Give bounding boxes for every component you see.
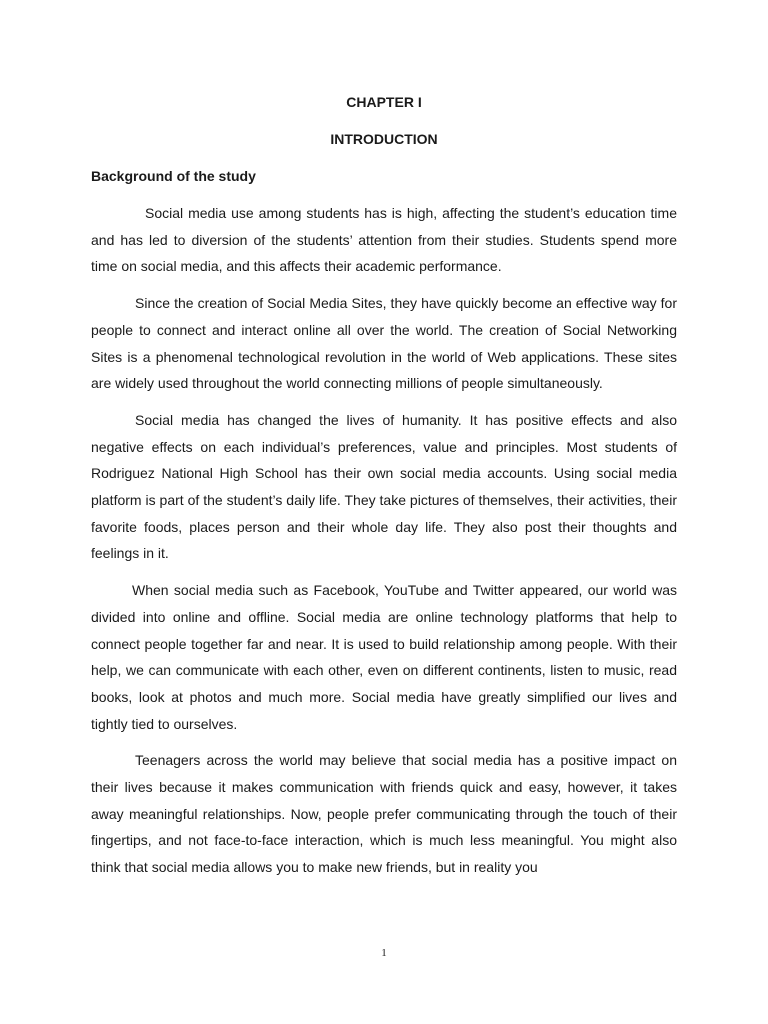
chapter-label: CHAPTER I <box>346 94 422 110</box>
chapter-title: INTRODUCTION <box>330 131 438 147</box>
paragraph: Since the creation of Social Media Sites, they have quickly become an effective way for people to connect and interact online all over the world. The creation of Social Networking Sites is a phenomenal technological revolution in the world of Web applications. These sites are widely used throughout the world connecting millions of people simultaneously. <box>91 295 677 392</box>
paragraph: Teenagers across the world may believe that social media has a positive impact on their lives because it makes communication with friends quick and easy, however, it takes away meaningful relationships. Now, people prefer communicating through the touch of their fingertips, and not face-to-face interaction, which is much less meaningful. You might also think that social media allows you to make new friends, but in reality you <box>91 752 677 876</box>
paragraph: Social media use among students has is high, affecting the student’s education time and has led to diversion of the students’ attention from their studies. Students spend more time on social media, and this affects their academic performance. <box>91 205 677 275</box>
paragraph: Social media has changed the lives of humanity. It has positive effects and also negative effects on each individual’s preferences, value and principles. Most students of Rodriguez National High School has their own social media accounts. Using social media platform is part of the student’s daily life. They take pictures of themselves, their activities, their favorite foods, places person and their whole day life. They also post their thoughts and feelings in it. <box>91 411 677 562</box>
section-heading: Background of the study <box>91 168 256 184</box>
page-number: 1 <box>381 947 387 959</box>
document-body <box>91 200 677 881</box>
paragraph: When social media such as Facebook, YouTube and Twitter appeared, our world was divided into online and offline. Social media are online technology platforms that help to connect people together far and near. It is used to build relationship among people. With their help, we can communicate with each other, even on different continents, listen to music, read books, look at photos and much more. Social media have greatly simplified our lives and tightly tied to ourselves. <box>91 582 677 732</box>
